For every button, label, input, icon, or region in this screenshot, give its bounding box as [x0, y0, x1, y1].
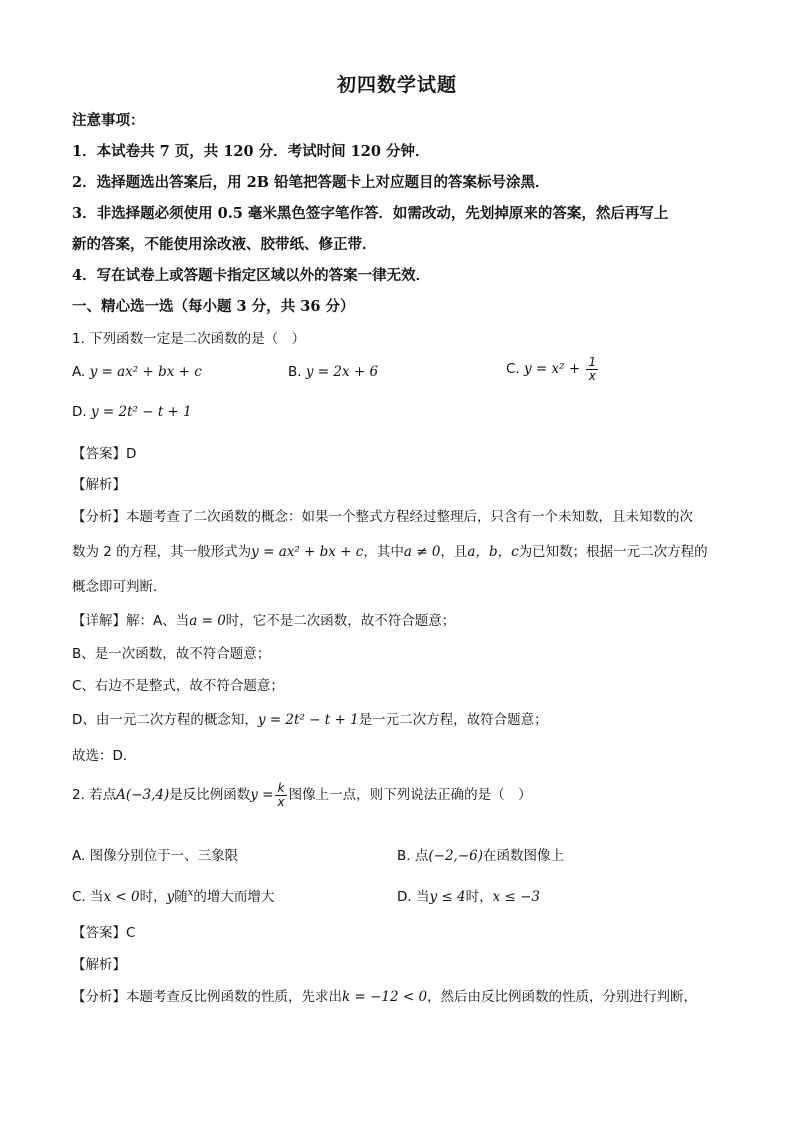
q1-option-c-fraction	[586, 356, 598, 382]
q2-fenxi-b: k = −12 < 0	[342, 989, 428, 1005]
q1-detail-4c: 是一元二次方程，故符合题意；	[358, 712, 548, 728]
section-heading: 一、精心选一选（每小题 3 分，共 36 分）	[72, 298, 355, 315]
q2-option-c-a: C. 当	[72, 889, 104, 905]
q1-option-a	[72, 364, 202, 380]
q1-fenxi-text-1: 本题考查了二次函数的概念：如果一个整式方程经过整理后，只含有一个未知数，且未知数的次	[126, 509, 693, 525]
q2-stem	[72, 782, 532, 808]
q1-option-b-label: B.	[288, 364, 302, 380]
q1-detail-1a: 解：A、当	[126, 613, 190, 629]
q1-option-a-label: A.	[72, 364, 86, 380]
q2-option-b-a: B. 点	[397, 848, 429, 864]
q2-stem-fraction	[275, 782, 286, 808]
q1-fenxi-2d: a ≠ 0	[403, 544, 441, 560]
q1-fenxi-2f: a，b，c	[467, 544, 519, 560]
q2-option-c-d: y	[166, 889, 175, 905]
q1-detail-tag: 【详解】	[72, 613, 126, 629]
q1-option-d-math: y = 2t² − t + 1	[90, 404, 192, 420]
notice-item-2: 2．选择题选出答案后，用 2B 铅笔把答题卡上对应题目的答案标号涂黑．	[72, 174, 550, 191]
q1-detail-line-1	[72, 609, 455, 629]
q1-answer-tag: 【答案】	[72, 446, 126, 462]
q2-stem-d: y =	[250, 787, 274, 804]
q2-option-b-c: 在函数图像上	[483, 848, 564, 864]
notice-item-4: 4．写在试卷上或答题卡指定区域以外的答案一律无效．	[72, 267, 431, 284]
q1-fenxi-2e: ，且	[440, 544, 468, 560]
q1-fenxi-2g: 为已知数；根据一元二次方程的	[518, 544, 708, 560]
q1-option-c-denominator: x	[588, 368, 596, 383]
q1-option-a-math: y = ax² + bx + c	[89, 364, 202, 380]
q1-fenxi-2b: y = ax² + bx + c	[251, 544, 364, 560]
q1-fenxi-tag: 【分析】	[72, 509, 126, 525]
q2-option-a: A. 图像分别位于一、三象限	[72, 848, 239, 864]
q1-option-c-numerator: 1	[588, 355, 597, 369]
q2-stem-a: 2. 若点	[72, 787, 117, 804]
q1-fenxi-line-1	[72, 505, 693, 525]
q1-option-b	[288, 364, 378, 380]
q2-option-d-b: y ≤ 4	[429, 889, 466, 905]
q2-stem-numerator: k	[275, 782, 286, 796]
q2-option-c-e: 随	[174, 889, 188, 905]
q1-analysis-tag: 【解析】	[72, 477, 126, 493]
q1-detail-line-3: C、右边不是整式，故不符合题意；	[72, 678, 284, 694]
q1-option-d	[72, 404, 192, 420]
q2-option-d	[397, 885, 540, 905]
q2-option-c-f: x	[187, 887, 194, 899]
q2-fenxi-c: ，然后由反比例函数的性质，分别进行判断，	[427, 989, 698, 1005]
q1-option-d-label: D.	[72, 404, 87, 420]
q2-option-c-c: 时，	[139, 889, 167, 905]
q2-answer-value: C	[126, 925, 136, 941]
q1-option-c-label: C.	[506, 361, 520, 378]
q2-stem-e: 图像上一点，则下列说法正确的是（ ）	[288, 787, 532, 804]
q2-option-d-c: 时，	[465, 889, 493, 905]
q2-stem-c: 是反比例函数	[169, 787, 251, 804]
notice-item-1: 1．本试卷共 7 页，共 120 分．考试时间 120 分钟．	[72, 143, 430, 160]
q2-option-b-b: (−2,−6)	[428, 848, 483, 864]
q1-fenxi-2a: 数为 2 的方程，其一般形式为	[72, 544, 252, 560]
q1-option-b-math: y = 2x + 6	[305, 364, 379, 380]
notice-item-3-cont: 新的答案，不能使用涂改液、胶带纸、修正带．	[72, 236, 377, 253]
q1-detail-4b: y = 2t² − t + 1	[257, 712, 359, 728]
q2-option-c-b: x < 0	[103, 889, 140, 905]
q2-analysis-tag: 【解析】	[72, 957, 126, 973]
q1-answer	[72, 442, 136, 462]
page-title: 初四数学试题	[336, 74, 457, 96]
q1-option-c-math: y = x² +	[524, 361, 581, 378]
q1-detail-4a: D、由一元二次方程的概念知，	[72, 712, 258, 728]
q1-conclusion: 故选：D．	[72, 748, 137, 764]
q2-option-d-a: D. 当	[397, 889, 430, 905]
notice-item-3: 3．非选择题必须使用 0.5 毫米黑色签字笔作答．如需改动，先划掉原来的答案，然后再写上	[72, 205, 669, 222]
q1-option-c	[506, 356, 600, 382]
q2-stem-b: A(−3,4)	[116, 787, 170, 804]
q1-fenxi-line-2	[72, 540, 708, 560]
q2-fenxi-a: 本题考查反比例函数的性质，先求出	[126, 989, 342, 1005]
q1-detail-1b: a = 0	[189, 613, 226, 629]
q1-fenxi-2c: ，其中	[363, 544, 404, 560]
q2-fenxi-line	[72, 985, 697, 1005]
q1-fenxi-line-3: 概念即可判断．	[72, 579, 167, 595]
q1-detail-line-2: B、是一次函数，故不符合题意；	[72, 646, 271, 662]
q2-answer	[72, 921, 135, 941]
q2-option-d-d: x ≤ −3	[492, 889, 541, 905]
q1-detail-1c: 时，它不是二次函数，故不符合题意；	[225, 613, 456, 629]
q1-detail-line-4	[72, 708, 548, 728]
q2-option-c	[72, 885, 274, 905]
notice-heading: 注意事项：	[72, 112, 145, 129]
q2-stem-denominator: x	[277, 794, 285, 809]
q1-answer-value: D	[126, 446, 137, 462]
q2-fenxi-tag: 【分析】	[72, 989, 126, 1005]
q2-option-b	[397, 844, 564, 864]
q2-option-c-g: 的增大而增大	[193, 889, 275, 905]
q1-stem: 1. 下列函数一定是二次函数的是（ ）	[72, 331, 306, 347]
q2-answer-tag: 【答案】	[72, 925, 126, 941]
